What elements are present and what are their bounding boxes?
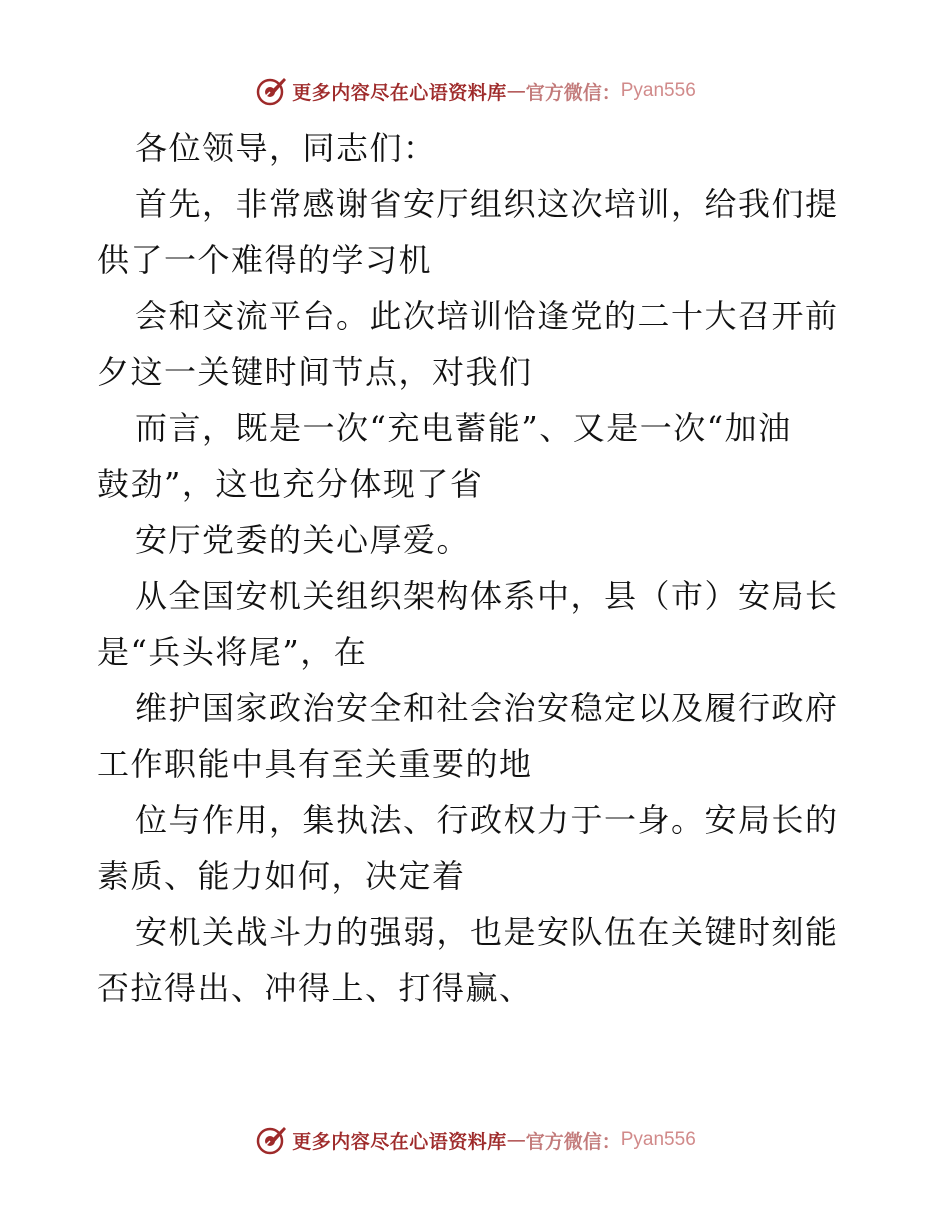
document-body <box>97 120 857 1016</box>
wechat-id: Pyan556 <box>620 80 696 101</box>
body-line: 否拉得出、冲得上、打得赢、 <box>97 969 533 1007</box>
header-watermark-banner <box>0 71 950 111</box>
quill-logo-icon <box>254 1123 288 1157</box>
wechat-label: 官方微信： <box>525 81 621 104</box>
body-line: 安厅党委的关心厚爱。 <box>135 521 471 559</box>
body-line: 维护国家政治安全和社会治安稳定以及履行政府 <box>135 689 839 727</box>
wechat-id: Pyan556 <box>620 1129 696 1150</box>
banner-dash: — <box>506 80 526 102</box>
body-line: 而言，既是一次“充电蓄能”、又是一次“加油 <box>135 409 792 447</box>
site-name-text: 更多内容尽在心语资料库 <box>292 1130 507 1153</box>
body-line: 鼓劲”，这也充分体现了省 <box>97 465 484 503</box>
quill-logo-icon <box>254 74 288 108</box>
banner-dash: — <box>506 1129 526 1151</box>
body-line: 位与作用，集执法、行政权力于一身。安局长的 <box>135 801 839 839</box>
body-line: 从全国安机关组织架构体系中，县（市）安局长 <box>135 577 839 615</box>
footer-watermark-banner <box>0 1120 950 1160</box>
body-line: 首先，非常感谢省安厅组织这次培训，给我们提 <box>135 185 839 223</box>
body-line: 供了一个难得的学习机 <box>97 241 433 279</box>
body-line: 工作职能中具有至关重要的地 <box>97 745 533 783</box>
salutation-line: 各位领导，同志们： <box>135 129 437 167</box>
body-line: 安机关战斗力的强弱，也是安队伍在关键时刻能 <box>135 913 839 951</box>
body-line: 是“兵头将尾”，在 <box>97 633 368 671</box>
body-line: 素质、能力如何，决定着 <box>97 857 466 895</box>
site-name-text: 更多内容尽在心语资料库 <box>292 81 507 104</box>
body-line: 会和交流平台。此次培训恰逢党的二十大召开前 <box>135 297 839 335</box>
wechat-label: 官方微信： <box>525 1130 621 1153</box>
body-line: 夕这一关键时间节点，对我们 <box>97 353 533 391</box>
